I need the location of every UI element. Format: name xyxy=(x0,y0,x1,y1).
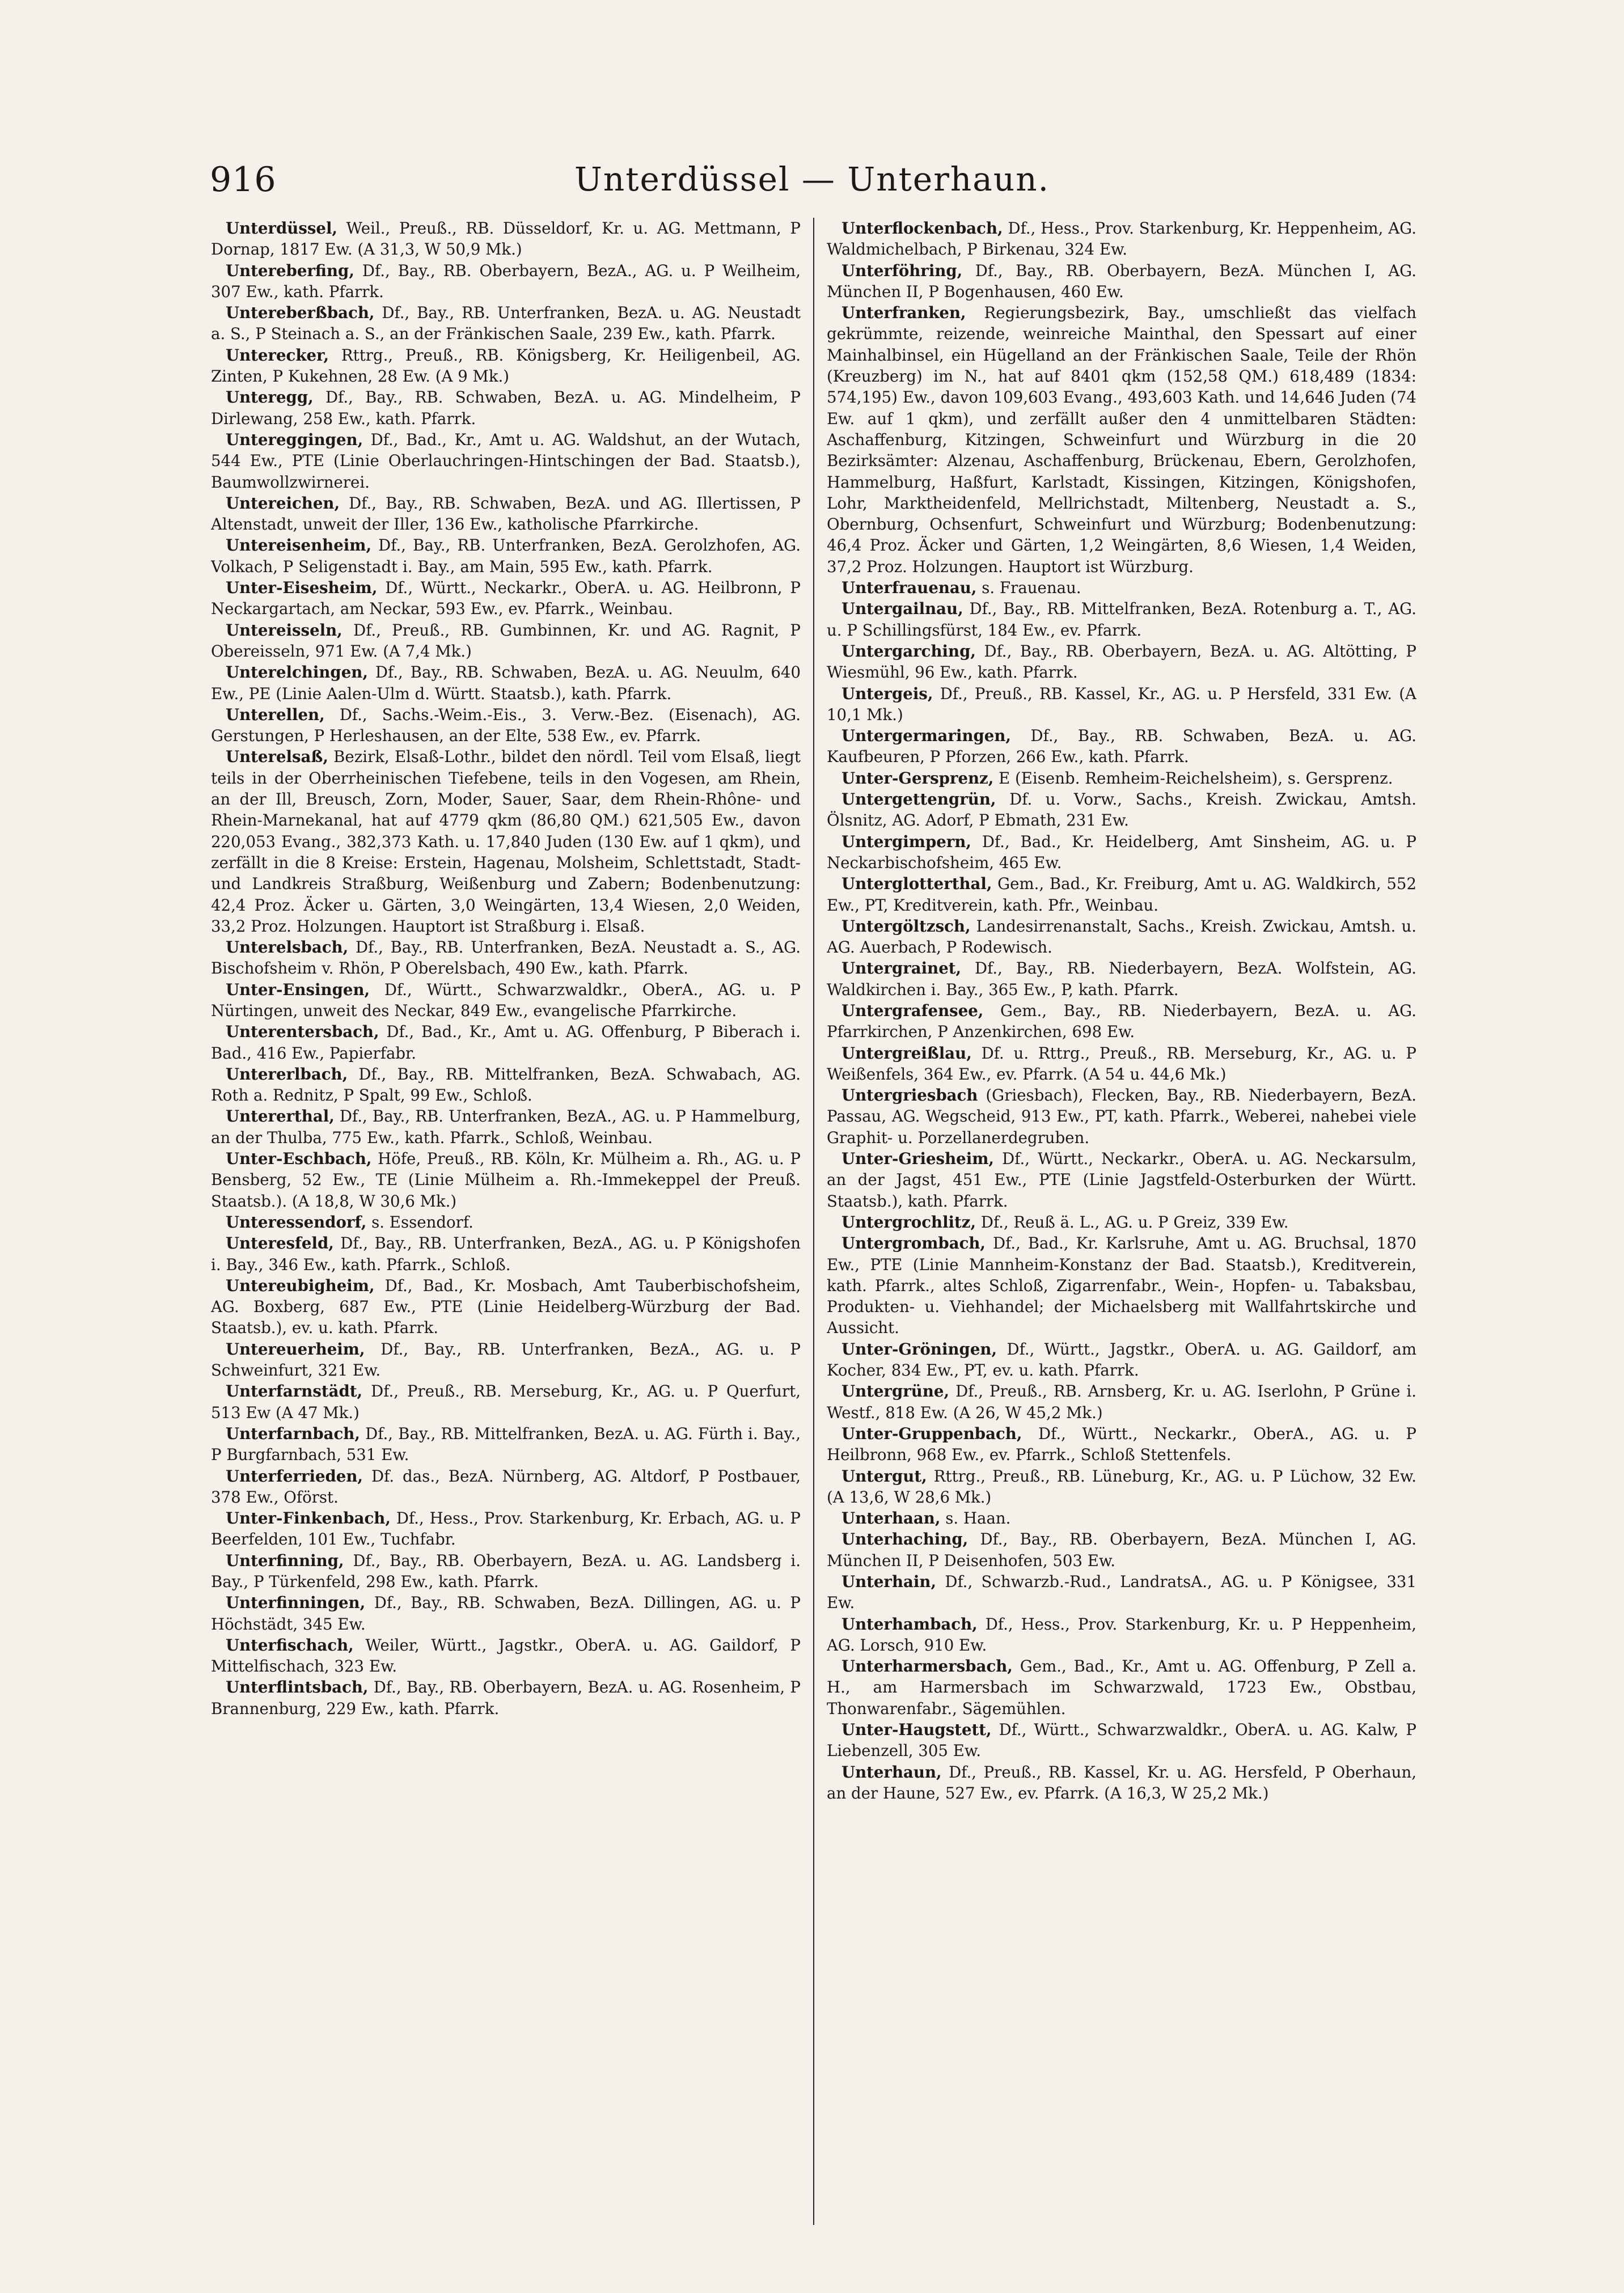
entry-text: Df., Württ., Schwarzwaldkr., OberA., AG. u. P Nürtingen, unweit des Neckar, 849 Ew., evangelische Pfarrkirche. xyxy=(211,980,801,1020)
dictionary-entry xyxy=(827,1656,1416,1719)
entry-headword: Unterflockenbach, xyxy=(841,219,1003,238)
entry-text: Df., Hess., Prov. Starkenburg, Kr. Heppenheim, AG. Waldmichelbach, P Birkenau, 324 Ew. xyxy=(827,219,1416,259)
running-head: Unterdüssel — Unterhaun. xyxy=(574,160,1050,198)
dictionary-entry xyxy=(827,260,1416,303)
dictionary-entry xyxy=(827,1000,1416,1043)
entry-headword: Untergarching, xyxy=(841,641,976,661)
entry-headword: Untergermaringen, xyxy=(841,726,1012,746)
entry-headword: Unter-Haugstett, xyxy=(841,1720,992,1740)
entry-headword: Untergrombach, xyxy=(841,1234,986,1253)
dictionary-entry xyxy=(211,704,801,747)
dictionary-entry xyxy=(211,1233,801,1275)
dictionary-entry xyxy=(827,598,1416,641)
entry-text: Df., Preuß., RB. Kassel, Kr. u. AG. Hersfeld, P Oberhaun, an der Haune, 527 Ew., ev. Pfarrk. (A 16,3, W 25,2 Mk.) xyxy=(827,1762,1416,1803)
entry-text: s. Haan. xyxy=(940,1509,1011,1528)
dictionary-entry xyxy=(827,1719,1416,1762)
entry-headword: Unterelsbach, xyxy=(226,938,349,957)
dictionary-entry xyxy=(827,1381,1416,1423)
dictionary-entry xyxy=(211,1106,801,1148)
entry-headword: Unterfranken, xyxy=(841,303,966,323)
dictionary-entry xyxy=(211,1466,801,1508)
dictionary-entry xyxy=(211,1592,801,1635)
entry-headword: Unter-Gersprenz, xyxy=(841,768,994,788)
dictionary-entry xyxy=(827,789,1416,831)
entry-text: Df., Bay., RB. Oberbayern, BezA. München I, AG. München II, P Bogenhausen, 460 Ew. xyxy=(827,261,1416,301)
entry-text: Df., Bay., RB. Oberbayern, BezA. München I, AG. München II, P Deisenhofen, 503 Ew. xyxy=(827,1530,1416,1570)
entry-headword: Untergettengrün, xyxy=(841,790,996,809)
entry-headword: Unterhambach, xyxy=(841,1614,978,1634)
entry-text: Df., Württ., Neckarkr., OberA., AG. u. P Heilbronn, 968 Ew., ev. Pfarrk., Schloß Stettenfels. xyxy=(827,1424,1416,1465)
entry-text: Df., Bad., Kr. Heidelberg, Amt Sinsheim, AG. u. P Neckarbischofsheim, 465 Ew. xyxy=(827,832,1416,872)
entry-text: Rttrg., Preuß., RB. Königsberg, Kr. Heiligenbeil, AG. Zinten, P Kukehnen, 28 Ew. (A 9 Mk.) xyxy=(211,345,801,386)
entry-headword: Unter-Finkenbach, xyxy=(226,1509,391,1528)
entry-text: Df., Bay., RB. Schwaben, BezA. und AG. Illertissen, P Altenstadt, unweit der Iller, 136 Ew., katholische Pfarrkirche. xyxy=(211,493,801,534)
dictionary-entry xyxy=(211,979,801,1022)
entry-text: Df., Preuß., RB. Merseburg, Kr., AG. u. P Querfurt, 513 Ew (A 47 Mk.) xyxy=(211,1382,801,1422)
entry-text: Df., Bad., Kr., Amt u. AG. Waldshut, an der Wutach, 544 Ew., PTE (Linie Oberlauchringen-Hintschingen der Bad. Staatsb.), Baumwollzwirnerei. xyxy=(211,430,801,492)
dictionary-entry xyxy=(211,1021,801,1064)
entry-text: Df., Württ., Schwarzwaldkr., OberA. u. AG. Kalw, P Liebenzell, 305 Ew. xyxy=(827,1720,1416,1761)
entry-headword: Untergrüne, xyxy=(841,1382,950,1401)
entry-text: Df. das., BezA. Nürnberg, AG. Altdorf, P Postbauer, 378 Ew., Oförst. xyxy=(211,1466,801,1507)
entry-headword: Unterelchingen, xyxy=(226,663,368,682)
entry-text: Df., Bay., RB. Unterfranken, BezA. Gerolzhofen, AG. Volkach, P Seligenstadt i. Bay., am Main, 595 Ew., kath. Pfarrk. xyxy=(211,536,801,576)
entry-text: Df., Bay., RB. Schwaben, BezA. u. AG. Mindelheim, P Dirlewang, 258 Ew., kath. Pfarrk. xyxy=(211,388,801,428)
entry-headword: Unterflintsbach, xyxy=(226,1678,369,1697)
entry-text: Df., Württ., Neckarkr., OberA. u. AG. Heilbronn, P Neckargartach, am Neckar, 593 Ew., ev. Pfarrk., Weinbau. xyxy=(211,578,801,619)
entry-headword: Untergrafensee, xyxy=(841,1001,984,1020)
entry-text: Gem., Bay., RB. Niederbayern, BezA. u. AG. Pfarrkirchen, P Anzenkirchen, 698 Ew. xyxy=(827,1001,1416,1042)
entry-headword: Unteressendorf, xyxy=(226,1212,367,1232)
dictionary-entry xyxy=(827,1339,1416,1381)
entry-text: Df., Bay., RB. Oberbayern, BezA. u. AG. Rosenheim, P Brannenburg, 229 Ew., kath. Pfarrk. xyxy=(211,1678,801,1718)
entry-headword: Unterfarnbach, xyxy=(226,1424,360,1443)
dictionary-entry xyxy=(827,683,1416,726)
entry-headword: Untereggingen, xyxy=(226,430,363,449)
dictionary-entry xyxy=(211,1275,801,1339)
entry-text: Df., Bay., RB. Schwaben, BezA. Dillingen, AG. u. P Höchstädt, 345 Ew. xyxy=(211,1593,801,1634)
entry-headword: Untererlbach, xyxy=(226,1064,348,1084)
dictionary-entry xyxy=(827,1043,1416,1085)
entry-headword: Untereberßbach, xyxy=(226,303,375,323)
dictionary-entry xyxy=(211,1423,801,1466)
entry-text: (Griesbach), Flecken, Bay., RB. Niederbayern, BezA. Passau, AG. Wegscheid, 913 Ew., PT, kath. Pfarrk., Weberei, nahebei viele Graphit- u. Porzellanerdegruben. xyxy=(827,1086,1416,1147)
dictionary-entry xyxy=(827,916,1416,958)
dictionary-entry xyxy=(211,1635,801,1677)
entry-text: Df., Bay., RB. Oberbayern, BezA. u. AG. Landsberg i. Bay., P Türkenfeld, 298 Ew., kath. Pfarrk. xyxy=(211,1551,801,1591)
entry-headword: Untergailnau, xyxy=(841,599,963,619)
dictionary-entry xyxy=(827,831,1416,874)
entry-headword: Unter-Gröningen, xyxy=(841,1339,997,1359)
dictionary-entry xyxy=(827,1233,1416,1338)
dictionary-entry xyxy=(211,1148,801,1212)
entry-text: Df. u. Rttrg., Preuß., RB. Merseburg, Kr., AG. u. P Weißenfels, 364 Ew., ev. Pfarrk. (A 54 u. 44,6 Mk.) xyxy=(827,1043,1416,1084)
dictionary-entry xyxy=(827,1466,1416,1508)
dictionary-entry xyxy=(827,1508,1416,1529)
entry-text: Df., Bay., RB. Unterfranken, BezA., AG. u. P Königshofen i. Bay., 346 Ew., kath. Pfarrk., Schloß. xyxy=(211,1234,801,1274)
dictionary-entry xyxy=(827,1212,1416,1233)
entry-text: Gem., Bad., Kr. Freiburg, Amt u. AG. Waldkirch, 552 Ew., PT, Kreditverein, kath. Pfr., Weinbau. xyxy=(827,874,1416,915)
dictionary-entry xyxy=(211,218,801,260)
entry-headword: Unteregg, xyxy=(226,388,314,407)
dictionary-entry xyxy=(827,1085,1416,1148)
entry-text: Df., Bay., RB. Mittelfranken, BezA. Rotenburg a. T., AG. u. P Schillingsfürst, 184 Ew., ev. Pfarrk. xyxy=(827,599,1416,640)
entry-headword: Unterentersbach, xyxy=(226,1022,379,1042)
entry-headword: Unter-Gruppenbach, xyxy=(841,1424,1022,1443)
entry-text: Df., Württ., Neckarkr., OberA. u. AG. Neckarsulm, an der Jagst, 451 Ew., PTE (Linie Jagstfeld-Osterburken der Württ. Staatsb.), kath. Pfarrk. xyxy=(827,1149,1416,1211)
entry-headword: Untereisseln, xyxy=(226,620,342,640)
entry-headword: Unterföhring, xyxy=(841,261,963,280)
entry-text: Df., Reuß ä. L., AG. u. P Greiz, 339 Ew. xyxy=(976,1212,1289,1232)
entry-headword: Unterеubigheim, xyxy=(226,1276,375,1295)
dictionary-entry xyxy=(211,1550,801,1593)
entry-text: Df., Bad., Kr. Mosbach, Amt Tauberbischofsheim, AG. Boxberg, 687 Ew., PTE (Linie Heidelberg-Würzburg der Bad. Staatsb.), ev. u. kath. Pfarrk. xyxy=(211,1276,801,1338)
entry-headword: Unterhaan, xyxy=(841,1509,941,1528)
dictionary-entry xyxy=(211,429,801,493)
page-number: 916 xyxy=(210,160,277,200)
entry-text: Df., Preuß., RB. Kassel, Kr., AG. u. P Hersfeld, 331 Ew. (A 10,1 Mk.) xyxy=(827,684,1416,724)
entry-headword: Unter-Eschbach, xyxy=(226,1149,372,1169)
entry-text: Df., Bay., RB. Unterfranken, BezA., AG. u. P Hammelburg, an der Thulba, 775 Ew., kath. Pfarrk., Schloß, Weinbau. xyxy=(211,1107,801,1147)
entry-headword: Untereichen, xyxy=(226,493,340,513)
entry-headword: Untergrochlitz, xyxy=(841,1212,976,1232)
entry-text: Gem., Bad., Kr., Amt u. AG. Offenburg, P Zell a. H., am Harmersbach im Schwarzwald, 1723 Ew., Obstbau, Thonwarenfabr., Sägemühlen. xyxy=(827,1657,1416,1718)
entry-text: Df., Bay., RB. Schwaben, BezA. u. AG. Kaufbeuren, P Pforzen, 266 Ew., kath. Pfarrk. xyxy=(827,726,1416,767)
entry-headword: Unterhaun, xyxy=(841,1762,942,1782)
entry-headword: Unterfinningen, xyxy=(226,1593,366,1613)
entry-text: Df., Bay., RB. Unterfranken, BezA. Neustadt a. S., AG. Bischofsheim v. Rhön, P Oberelsbach, 490 Ew., kath. Pfarrk. xyxy=(211,938,801,978)
dictionary-entry xyxy=(211,620,801,662)
entry-text: Df., Preuß., RB. Arnsberg, Kr. u. AG. Iserlohn, P Grüne i. Westf., 818 Ew. (A 26, W 45,2 Mk.) xyxy=(827,1382,1416,1422)
entry-text: E (Eisenb. Remheim-Reichelsheim), s. Gersprenz. xyxy=(993,768,1393,788)
entry-headword: Unterharmersbach, xyxy=(841,1657,1013,1676)
entry-headword: Unterfinning, xyxy=(226,1551,344,1570)
dictionary-entry xyxy=(827,641,1416,683)
dictionary-entry xyxy=(211,1677,801,1719)
dictionary-entry xyxy=(827,218,1416,260)
entry-text: Landesirrenanstalt, Sachs., Kreish. Zwickau, Amtsh. u. AG. Auerbach, P Rodewisch. xyxy=(827,916,1416,957)
entry-headword: Unterhain, xyxy=(841,1572,937,1591)
entry-text: Df., Württ., Jagstkr., OberA. u. AG. Gaildorf, am Kocher, 834 Ew., PT, ev. u. kath. Pfarrk. xyxy=(827,1339,1416,1380)
dictionary-entry xyxy=(827,1529,1416,1571)
entry-text: Df., Bay., RB. Oberbayern, BezA., AG. u. P Weilheim, 307 Ew., kath. Pfarrk. xyxy=(211,261,801,301)
entry-headword: Untergöltzsch, xyxy=(841,916,971,936)
dictionary-entry xyxy=(827,1614,1416,1656)
entry-text: Df., Bay., RB. Mittelfranken, BezA. Schwabach, AG. Roth a. Rednitz, P Spalt, 99 Ew., Schloß. xyxy=(211,1064,801,1105)
entry-headword: Untergrainet, xyxy=(841,959,962,978)
entry-headword: Untergriesbach xyxy=(841,1086,978,1105)
dictionary-entry xyxy=(827,873,1416,916)
entry-text: Df., Sachs.-Weim.-Eis., 3. Verw.-Bez. (Eisenach), AG. Gerstungen, P Herleshausen, an der Elte, 538 Ew., ev. Pfarrk. xyxy=(211,705,801,746)
dictionary-entry xyxy=(211,577,801,620)
entry-text: Weil., Preuß., RB. Düsseldorf, Kr. u. AG. Mettmann, P Dornap, 1817 Ew. (A 31,3, W 50,9 Mk.) xyxy=(211,219,801,259)
entry-headword: Unterfrauenau, xyxy=(841,578,977,598)
dictionary-entry xyxy=(827,302,1416,577)
entry-headword: Untererthal, xyxy=(226,1107,335,1126)
entry-headword: Unter-Griesheim, xyxy=(841,1149,994,1169)
entry-text: Df., Bad., Kr., Amt u. AG. Offenburg, P Biberach i. Bad., 416 Ew., Papierfabr. xyxy=(211,1022,801,1063)
entry-headword: Unterecker, xyxy=(226,345,329,365)
entry-text: s. Frauenau. xyxy=(976,578,1081,598)
entry-headword: Unterferrieden, xyxy=(226,1466,363,1486)
dictionary-entry xyxy=(211,1064,801,1106)
entry-headword: Unterfarnstädt, xyxy=(226,1382,363,1401)
entry-headword: Untereisenheim, xyxy=(226,536,372,555)
dictionary-entry xyxy=(211,535,801,577)
entry-text: Df., Bay., RB. Mittelfranken, BezA. u. AG. Fürth i. Bay., P Burgfarnbach, 531 Ew. xyxy=(211,1424,801,1465)
entry-text: Df., Schwarzb.-Rud., LandratsA., AG. u. P Königsee, 331 Ew. xyxy=(827,1572,1416,1613)
dictionary-entry xyxy=(827,1762,1416,1804)
entry-text: Bezirk, Elsaß-Lothr., bildet den nördl. Teil vom Elsaß, liegt teils in der Oberrheinischen Tiefebene, teils in den Vogesen, am Rhein, an der Ill, Breusch, Zorn, Moder, Sauer, Saar, dem Rhein-Rhône- und Rhein-Marnekanal, hat auf 4779 qkm (86,80 QM.) 621,505 Ew., davon 220,053 Evang., 382,373 Kath. u. 17,840 Juden (130 Ew. auf 1 qkm), und zerfällt in die 8 Kreise: Erstein, Hagenau, Molsheim, Schlettstadt, Stadt- und Landkreis Straßburg, Weißenburg und Zabern; Bodenbenutzung: 42,4 Proz. Äcker u. Gärten, 3,0 Weingärten, 13,4 Wiesen, 2,0 Weiden, 33,2 Proz. Holzungen. Hauptort ist Straßburg i. Elsaß. xyxy=(211,747,801,936)
entry-text: Df., Hess., Prov. Starkenburg, Kr. u. P Heppenheim, AG. Lorsch, 910 Ew. xyxy=(827,1614,1416,1655)
dictionary-entry xyxy=(827,1423,1416,1466)
dictionary-entry xyxy=(827,577,1416,598)
entry-text: Regierungsbezirk, Bay., umschließt das vielfach gekrümmte, reizende, weinreiche Mainthal, den Spessart auf einer Mainhalbinsel, ein Hügelland an der Fränkischen Saale, Teile der Rhön (Kreuzberg) im N., hat auf 8401 qkm (152,58 QM.) 618,489 (1834: 574,195) Ew., davon 109,603 Evang., 493,603 Kath. und 14,646 Juden (74 Ew. auf 1 qkm), und zerfällt außer den 4 unmittelbaren Städten: Aschaffenburg, Kitzingen, Schweinfurt und Würzburg in die 20 Bezirksämter: Alzenau, Aschaffenburg, Brückenau, Ebern, Gerolzhofen, Hammelburg, Haßfurt, Karlstadt, Kissingen, Kitzingen, Königshofen, Lohr, Marktheidenfeld, Mellrichstadt, Miltenberg, Neustadt a. S., Obernburg, Ochsenfurt, Schweinfurt und Würzburg; Bodenbenutzung: 46,4 Proz. Äcker und Gärten, 1,2 Weingärten, 8,6 Wiesen, 1,4 Weiden, 37,2 Proz. Holzungen. Hauptort ist Würzburg. xyxy=(827,303,1416,576)
entry-text: Df., Bay., RB. Niederbayern, BezA. Wolfstein, AG. Waldkirchen i. Bay., 365 Ew., P, kath. Pfarrk. xyxy=(827,959,1416,999)
entry-headword: Untereberfing, xyxy=(226,261,354,280)
entry-headword: Untergeis, xyxy=(841,684,933,703)
dictionary-entry xyxy=(211,493,801,535)
dictionary-entry xyxy=(211,1212,801,1233)
dictionary-entry xyxy=(211,1508,801,1550)
left-column xyxy=(211,218,801,2225)
entry-headword: Unterdüssel, xyxy=(226,219,338,238)
dictionary-entry xyxy=(211,302,801,345)
entry-headword: Untergimpern, xyxy=(841,832,971,851)
entry-headword: Untergut, xyxy=(841,1466,927,1486)
column-divider xyxy=(813,218,814,2225)
text-columns xyxy=(211,218,1418,2225)
entry-headword: Unter-Ensingen, xyxy=(226,980,370,999)
entry-headword: Unteresfeld, xyxy=(226,1234,334,1253)
dictionary-entry xyxy=(827,768,1416,789)
entry-headword: Unterglotterthal, xyxy=(841,874,992,894)
entry-text: Df., Bay., RB. Schwaben, BezA. u. AG. Neuulm, 640 Ew., PE (Linie Aalen-Ulm d. Württ. Staatsb.), kath. Pfarrk. xyxy=(211,663,801,703)
entry-text: Rttrg., Preuß., RB. Lüneburg, Kr., AG. u. P Lüchow, 32 Ew. (A 13,6, W 28,6 Mk.) xyxy=(827,1466,1416,1507)
entry-text: Df., Preuß., RB. Gumbinnen, Kr. und AG. Ragnit, P Obereisseln, 971 Ew. (A 7,4 Mk.) xyxy=(211,620,801,661)
entry-text: s. Essendorf. xyxy=(366,1212,473,1232)
dictionary-entry xyxy=(211,1381,801,1423)
dictionary-entry xyxy=(827,1148,1416,1212)
entry-text: Weiler, Württ., Jagstkr., OberA. u. AG. Gaildorf, P Mittelfischach, 323 Ew. xyxy=(211,1635,801,1676)
entry-text: Df., Bay., RB. Unterfranken, BezA., AG. u. P Schweinfurt, 321 Ew. xyxy=(211,1339,801,1380)
entry-text: Df., Bay., RB. Unterfranken, BezA. u. AG. Neustadt a. S., P Steinach a. S., an der Fränkischen Saale, 239 Ew., kath. Pfarrk. xyxy=(211,303,801,344)
entry-headword: Unterfischach, xyxy=(226,1635,354,1655)
entry-text: Df., Bad., Kr. Karlsruhe, Amt u. AG. Bruchsal, 1870 Ew., PTE (Linie Mannheim-Konstanz der Bad. Staatsb.), Kreditverein, kath. Pfarrk., altes Schloß, Zigarrenfabr., Wein-, Hopfen- u. Tabaksbau, Produkten- u. Viehhandel; der Michaelsberg mit Wallfahrtskirche und Aussicht. xyxy=(827,1234,1416,1338)
entry-text: Df., Hess., Prov. Starkenburg, Kr. Erbach, AG. u. P Beerfelden, 101 Ew., Tuchfabr. xyxy=(211,1509,801,1549)
entry-headword: Unter-Eisesheim, xyxy=(226,578,378,598)
entry-text: Df. u. Vorw., Sachs., Kreish. Zwickau, Amtsh. Ölsnitz, AG. Adorf, P Ebmath, 231 Ew. xyxy=(827,790,1416,830)
dictionary-entry xyxy=(211,345,801,387)
entry-headword: Unterelsaß, xyxy=(226,747,328,767)
dictionary-entry xyxy=(211,387,801,429)
dictionary-entry xyxy=(211,746,801,937)
dictionary-entry xyxy=(827,958,1416,1000)
dictionary-entry xyxy=(211,260,801,303)
entry-headword: Untereuerheim, xyxy=(226,1339,365,1359)
entry-text: Df., Bay., RB. Oberbayern, BezA. u. AG. Altötting, P Wiesmühl, 96 Ew., kath. Pfarrk. xyxy=(827,641,1416,682)
entry-headword: Unterhaching, xyxy=(841,1530,969,1549)
entry-headword: Untergreißlau, xyxy=(841,1043,972,1063)
entry-text: Höfe, Preuß., RB. Köln, Kr. Mülheim a. Rh., AG. u. P Bensberg, 52 Ew., TE (Linie Mülheim a. Rh.-Immekeppel der Preuß. Staatsb.). (A 18,8, W 30,6 Mk.) xyxy=(211,1149,801,1211)
dictionary-entry xyxy=(211,937,801,979)
dictionary-entry xyxy=(211,1339,801,1381)
right-column xyxy=(827,218,1416,2225)
entry-headword: Unterellen, xyxy=(226,705,325,724)
dictionary-entry xyxy=(827,725,1416,768)
dictionary-entry xyxy=(827,1571,1416,1614)
dictionary-entry xyxy=(211,662,801,704)
